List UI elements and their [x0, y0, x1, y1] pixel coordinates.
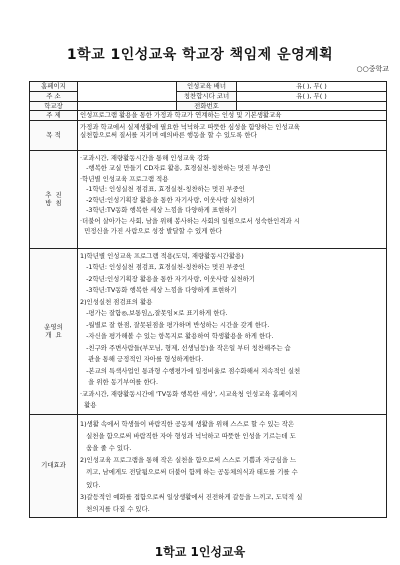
effect-line: 끼고, 남에게도 전달됨으로써 더불어 함께 하는 공동체의식과 태도를 기를 수: [80, 468, 298, 477]
theme-text: 인성프로그램 활용을 통한 가정과 학교가 연계하는 인성 및 기본생활교육: [78, 111, 387, 120]
goal-line: 실천함으로써 질서를 지키며 예의바른 행동을 할 수 있도록 한다: [80, 130, 257, 139]
theme-label: 주 제: [30, 111, 78, 120]
goal-row: [30, 120, 387, 150]
effect-line: 천의지를 다질 수 있다.: [80, 505, 150, 514]
method-line: ·교과시간, 재량활동시간을 통해 인성교육 강화: [80, 153, 210, 162]
goal-line: 가정과 학교에서 실제생활에 필요한 넉넉하고 따뜻한 심성을 함양하는 인성교육: [80, 122, 300, 131]
phone-value: [237, 102, 387, 111]
operation-line: -평가는 잘함◎,보통임△,잘못임×로 표기하게 한다.: [80, 309, 228, 318]
effect-line: 2)인성교육 프로그램을 통해 작은 실천을 함으로써 스스로 기쁨과 자긍심을 느: [80, 456, 297, 465]
principal-value: [78, 102, 177, 111]
method-row: [30, 150, 387, 248]
operation-line: ·교과시간, 재량활동시간에 'TV동화 행복한 세상', 시교육청 인성교육 홈페이지: [80, 389, 298, 398]
operation-line: -1학년: 인성실천 점검표, 효경실천-칭찬하는 멋진 부중인: [80, 263, 245, 272]
effect-line: 1)생활 속에서 학생들이 바람직한 공동체 생활을 위해 스스로 할 수 있는 작은: [80, 419, 295, 428]
footer-title: 1학교 1인성교육: [154, 545, 246, 559]
homepage-row: [30, 82, 387, 92]
operation-label: 운영의 개 요: [30, 248, 78, 414]
operation-line: -친구와 주변사람들(부모님, 형제, 선생님등)을 작은일 부터 칭찬해주는 습: [80, 343, 291, 352]
method-line: 민정신을 가진 사람으로 성장 발달할 수 있게 한다: [80, 227, 222, 236]
goal-label: 목 적: [30, 120, 78, 150]
banner-label: 인성교육 배너: [177, 82, 237, 92]
operation-line: -2학년:인성기획장 활용을 통한 자기사랑, 이웃사랑 실천하기: [80, 274, 255, 283]
method-text: [78, 150, 387, 248]
corner-label: 칭찬합시다 코너: [177, 92, 237, 102]
principal-row: [30, 102, 387, 111]
homepage-value: [78, 82, 177, 102]
method-label: 추 진 방 침: [30, 150, 78, 248]
method-line: -2학년:인성기획장 활용을 통한 자기사랑, 이웃사랑 실천하기: [80, 195, 255, 204]
effect-label: 기대효과: [30, 414, 78, 517]
operation-line: 관을 통해 긍정적인 자아를 형성하게한다.: [80, 355, 204, 364]
banner-value: 유( ), 무( ): [237, 82, 387, 92]
operation-line: -3학년:TV동화 행복한 세상 느낌을 다양하게 표현하기: [80, 286, 237, 295]
effect-line: 있다.: [80, 480, 101, 489]
effect-line: 움을 줄 수 있다.: [80, 444, 132, 452]
operation-line: -월별로 잘 한점, 잘못된점을 평가하며 반성하는 시간을 갖게 한다.: [80, 320, 270, 329]
homepage-label: 홈페이지: [30, 82, 78, 92]
document-title: 1학교 1인성교육 학교장 책임제 운영계획: [66, 47, 334, 63]
phone-label: 전화번호: [177, 102, 237, 111]
address-label: 주 소: [30, 92, 78, 102]
method-line: -행복한 교실 만들기 CD자료 활용, 효경실천-칭찬하는 멋진 부중인: [80, 164, 271, 173]
method-line: -1학년: 인성실천 점검표, 효경실천-칭찬하는 멋진 부중인: [80, 185, 245, 194]
effect-row: [30, 414, 387, 517]
principal-label: 학교장: [30, 102, 78, 111]
operation-line: 1)학년별 인성교육 프로그램 적용(도덕, 재량활동시간활용): [80, 251, 244, 260]
goal-text: [78, 120, 387, 150]
method-line: ·더불어 살아가는 사회, 남을 위해 봉사하는 사회의 일원으로서 성숙한인격과 시: [80, 216, 300, 225]
method-line: ·학년별 인성교육 프로그램 적용: [80, 174, 169, 183]
operation-line: -본교의 특색사업인 통과형 수행평가에 일정비율로 점수화해서 지속적인 실천: [80, 366, 301, 375]
school-name: ○○중학교: [356, 65, 389, 73]
theme-row: [30, 111, 387, 120]
plan-table: [29, 81, 387, 518]
effect-line: 3)갈등적인 예화를 접함으로써 일상생활에서 진전하게 갈등을 느끼고, 도덕적 실: [80, 492, 303, 501]
operation-line: 활용: [80, 401, 97, 410]
effect-line: 실천을 함으로써 바람직한 자아 형성과 넉넉하고 따뜻한 인성을 기르는데 도: [80, 431, 296, 440]
operation-line: 2)인성실천 점검표의 활용: [80, 297, 153, 306]
method-line: -3학년:TV동화 행복한 세상 느낌을 다양하게 표현하기: [80, 206, 237, 215]
operation-row: [30, 248, 387, 414]
operation-line: -자신을 평가해볼 수 있는 항목지로 활용하여 학생활용을 하게 한다.: [80, 332, 274, 341]
operation-text: [78, 248, 387, 414]
corner-value: 유( ), 무( ): [237, 92, 387, 102]
effect-text: [78, 414, 387, 517]
operation-line: 을 위한 동기부여를 한다.: [80, 378, 158, 387]
